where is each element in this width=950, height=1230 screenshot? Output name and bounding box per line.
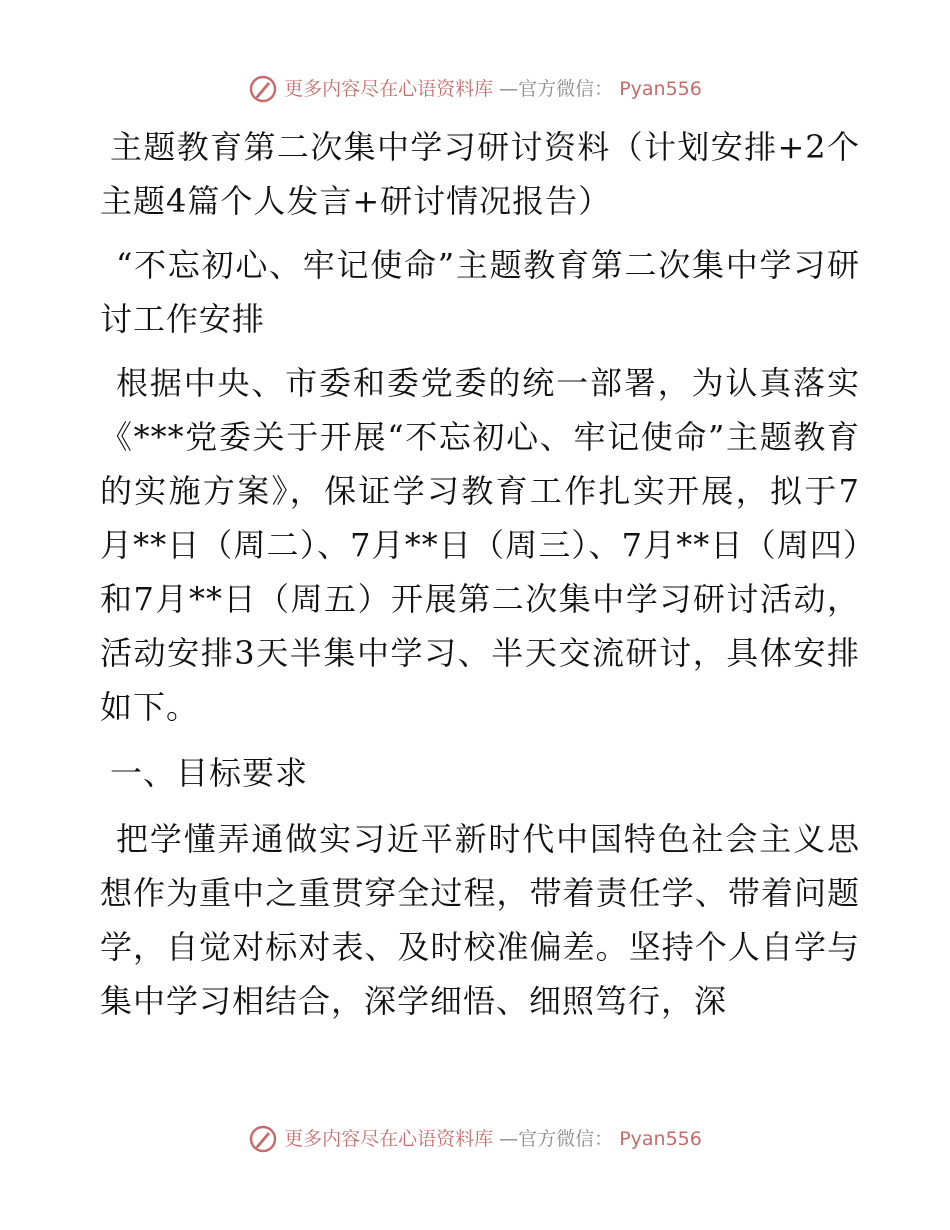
watermark-wechat-id: Pyan556 bbox=[619, 78, 702, 100]
section-body-paragraph: 把学懂弄通做实习近平新时代中国特色社会主义思想作为重中之重贯穿全过程，带着责任学、带着问题学，自觉对标对表、及时校准偏差。坚持个人自学与集中学习相结合，深学细悟、细照笃行，深 bbox=[100, 820, 860, 1020]
watermark-wechat-id: Pyan556 bbox=[619, 1128, 702, 1150]
intro-paragraph: 根据中央、市委和委党委的统一部署，为认真落实《***党委关于开展“不忘初心、牢记使命”主题教育的实施方案》，保证学习教育工作扎实开展，拟于7月**日（周二）、7月**日（周三）、7月**日（周四）和7月**日（周五）开展第二次集中学习研讨活动，活动安排3天半集中学习、半天交流研讨，具体安排如下。 bbox=[100, 364, 860, 726]
document-title: 主题教育第二次集中学习研讨资料（计划安排+2个主题4篇个人发言+研讨情况报告） bbox=[100, 128, 860, 220]
watermark-footer bbox=[0, 1124, 950, 1154]
watermark-brand-text: 更多内容尽在心语资料库 bbox=[284, 1128, 494, 1150]
watermark-brand-text: 更多内容尽在心语资料库 bbox=[284, 78, 494, 100]
watermark-wechat-label: —官方微信： bbox=[499, 78, 614, 100]
section-heading: 一、目标要求 bbox=[110, 754, 309, 792]
watermark-header bbox=[0, 74, 950, 104]
quill-pen-logo-icon bbox=[248, 74, 278, 104]
watermark-wechat-label: —官方微信： bbox=[499, 1128, 614, 1150]
document-body bbox=[100, 120, 860, 1028]
quill-pen-logo-icon bbox=[248, 1124, 278, 1154]
document-subtitle: “不忘初心、牢记使命”主题教育第二次集中学习研讨工作安排 bbox=[100, 246, 860, 338]
